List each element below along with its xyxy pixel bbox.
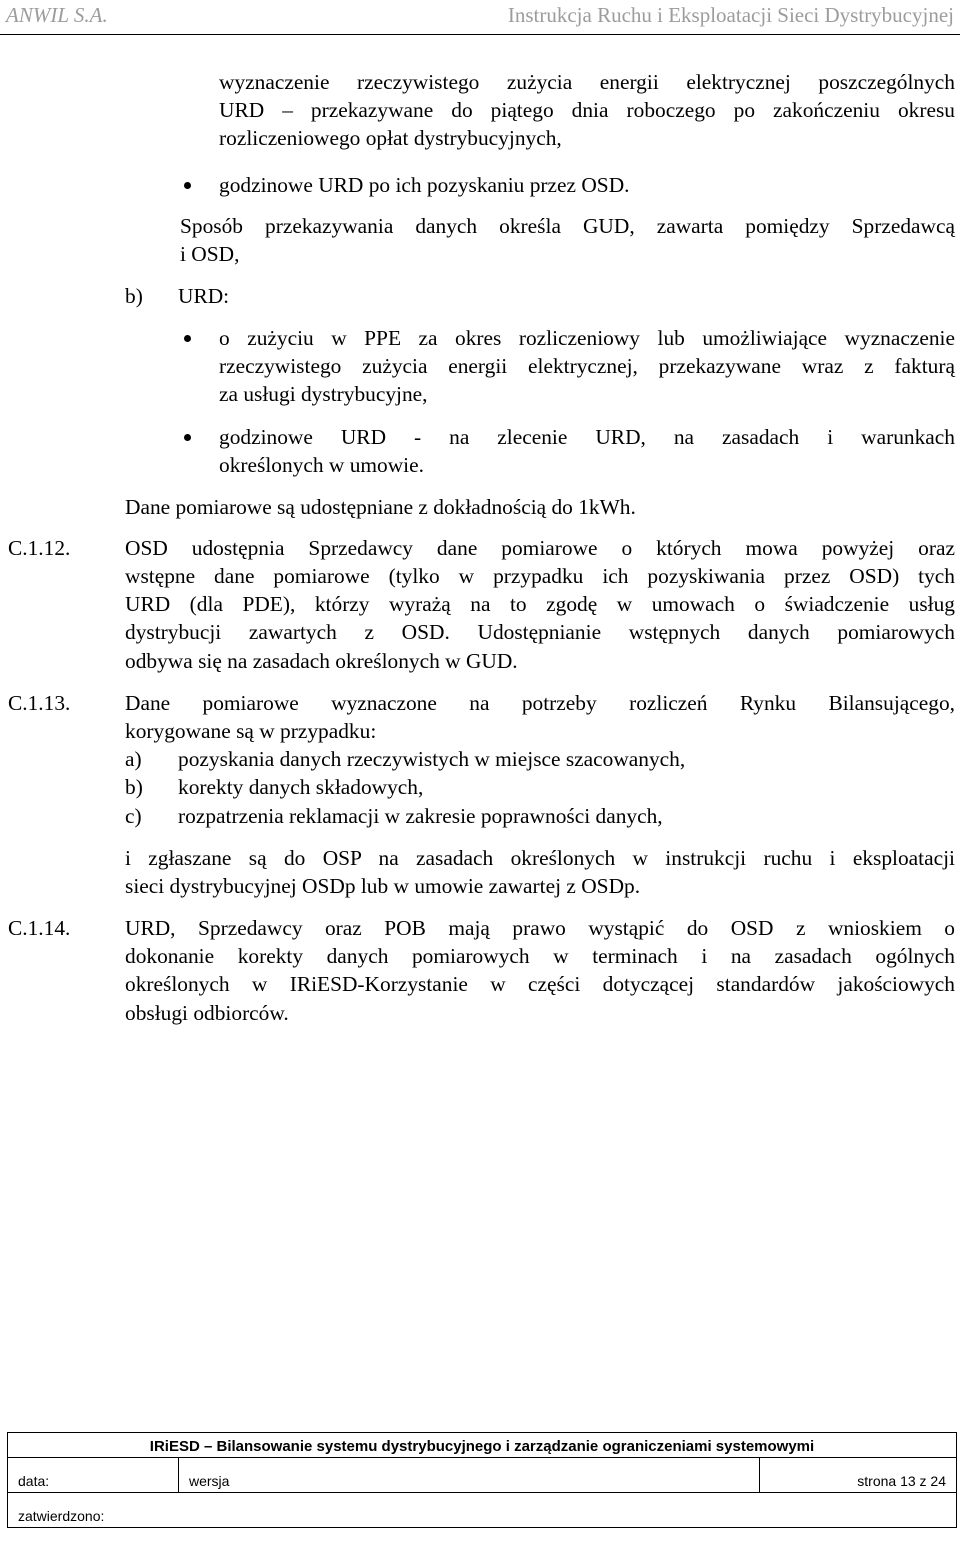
footer-date-label: data: — [8, 1458, 179, 1493]
document-title: Instrukcja Ruchu i Eksploatacji Sieci Dystrybucyjnej — [507, 3, 954, 27]
section-number: C.1.13. — [8, 691, 71, 715]
text-line: URD, Sprzedawcy oraz POB mają prawo wystąpić do OSD z wnioskiem o — [125, 916, 955, 940]
text-line: dokonanie korekty danych pomiarowych w terminach i na zasadach ogólnych — [125, 944, 955, 968]
text-line: URD – przekazywane do piątego dnia roboczego po zakończeniu okresu — [219, 98, 955, 122]
text-line: sieci dystrybucyjnej OSDp lub w umowie zawartej z OSDp. — [125, 874, 641, 898]
footer-table — [7, 1432, 957, 1528]
section-label: URD: — [178, 284, 230, 308]
text-line: OSD udostępnia Sprzedawcy dane pomiarowe o których mowa powyżej oraz — [125, 536, 955, 560]
list-marker: b) — [125, 775, 143, 799]
text-line: dystrybucji zawartych z OSD. Udostępnianie wstępnych danych pomiarowych — [125, 620, 955, 644]
bullet-icon — [184, 335, 191, 342]
text-line: Sposób przekazywania danych określa GUD, zawarta pomiędzy Sprzedawcą — [180, 214, 955, 238]
text-line: określonych w IRiESD-Korzystanie w części dotyczącej standardów jakościowych — [125, 972, 955, 996]
footer-title: IRiESD – Bilansowanie systemu dystrybucyjnego i zarządzanie ograniczeniami systemowymi — [8, 1433, 957, 1458]
footer-version-label: wersja — [179, 1458, 760, 1493]
text-line: obsługi odbiorców. — [125, 1001, 289, 1025]
text-line: URD (dla PDE), którzy wyrażą na to zgodę w umowach o świadczenie usług — [125, 592, 955, 616]
text-line: rzeczywistego zużycia energii elektrycznej, przekazywane wraz z fakturą — [219, 354, 955, 378]
text-line: rozliczeniowego opłat dystrybucyjnych, — [219, 126, 562, 150]
text-line: i OSD, — [180, 242, 240, 266]
bullet-icon — [184, 434, 191, 441]
text-line: Dane pomiarowe wyznaczone na potrzeby rozliczeń Rynku Bilansującego, — [125, 691, 955, 715]
text-line: godzinowe URD - na zlecenie URD, na zasadach i warunkach — [219, 425, 955, 449]
text-line: odbywa się na zasadach określonych w GUD. — [125, 649, 518, 673]
bullet-icon — [184, 182, 191, 189]
text-line: i zgłaszane są do OSP na zasadach określonych w instrukcji ruchu i eksploatacji — [125, 846, 955, 870]
page-header — [0, 0, 960, 35]
footer-approved-label: zatwierdzono: — [8, 1493, 957, 1528]
text-line: wyznaczenie rzeczywistego zużycia energii elektrycznej poszczególnych — [219, 70, 955, 94]
text-line: Dane pomiarowe są udostępniane z dokładnością do 1kWh. — [125, 495, 636, 519]
list-marker: a) — [125, 747, 142, 771]
footer-page-number: strona 13 z 24 — [760, 1458, 957, 1493]
list-marker: c) — [125, 804, 142, 828]
text-line: za usługi dystrybucyjne, — [219, 382, 428, 406]
list-marker: b) — [125, 284, 143, 308]
list-item: rozpatrzenia reklamacji w zakresie poprawności danych, — [178, 804, 663, 828]
list-item: pozyskania danych rzeczywistych w miejsce szacowanych, — [178, 747, 686, 771]
text-line: korygowane są w przypadku: — [125, 719, 377, 743]
text-line: o zużyciu w PPE za okres rozliczeniowy lub umożliwiające wyznaczenie — [219, 326, 955, 350]
text-line: określonych w umowie. — [219, 453, 424, 477]
section-number: C.1.12. — [8, 536, 71, 560]
list-item: korekty danych składowych, — [178, 775, 424, 799]
section-number: C.1.14. — [8, 916, 71, 940]
company-name: ANWIL S.A. — [6, 3, 108, 27]
bullet-text: godzinowe URD po ich pozyskaniu przez OSD. — [219, 173, 630, 197]
text-line: wstępne dane pomiarowe (tylko w przypadku ich pozyskiwania przez OSD) tych — [125, 564, 955, 588]
